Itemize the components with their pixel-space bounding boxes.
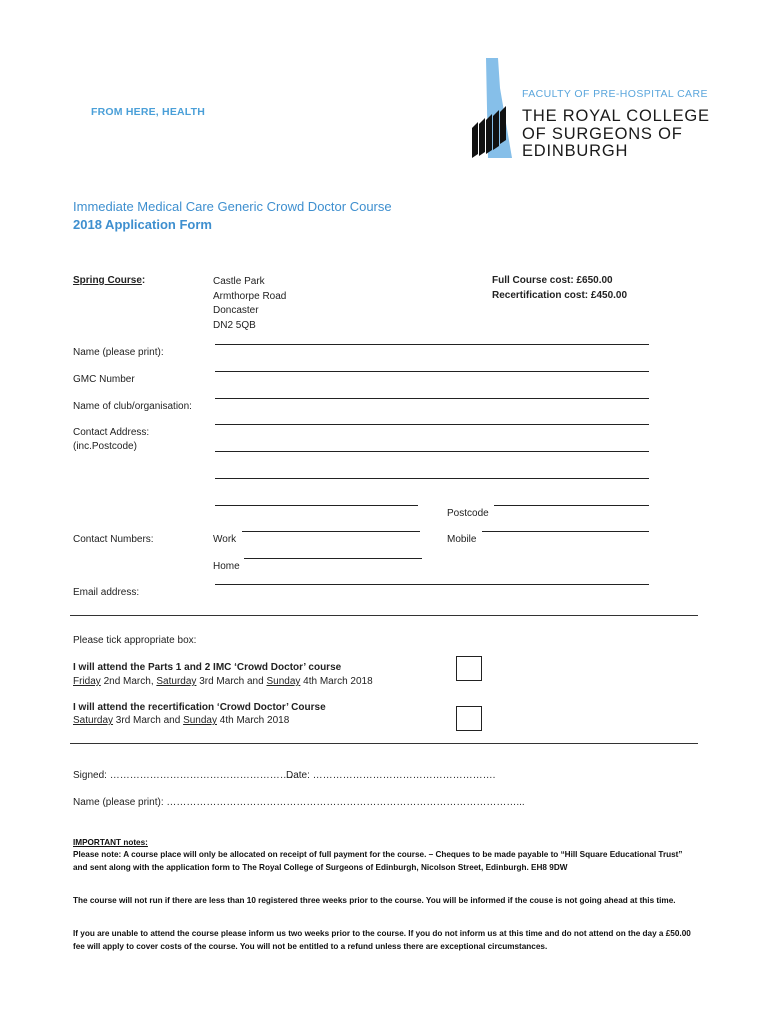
postcode-field[interactable] (494, 505, 649, 506)
tagline: FROM HERE, HEALTH (91, 106, 206, 118)
address-field-1[interactable] (215, 424, 649, 425)
signed-field[interactable]: Signed: ………………………………………………… (73, 770, 300, 781)
home-label: Home (213, 561, 240, 572)
print-name-field[interactable]: Name (please print): ……………………………………………………………………………………………... (73, 797, 525, 808)
work-phone-field[interactable] (242, 531, 420, 532)
gmc-field[interactable] (215, 371, 649, 372)
course-label: Spring Course: (73, 275, 146, 286)
work-label: Work (213, 534, 237, 545)
postcode-label: Postcode (447, 508, 489, 519)
address-line: Castle Park (213, 276, 265, 287)
course-title: Immediate Medical Care Generic Crowd Doctor Course (73, 199, 392, 214)
club-field[interactable] (215, 398, 649, 399)
notes-payment: Please note: A course place will only be allocated on receipt of full payment for the course. – Cheques to be made payable to “Hill Square Educational Trust” and sent along with the application form to The Royal College of Surgeons of Edinburgh, Nicolson Street, Edinburgh. EH8 9DW (73, 850, 683, 872)
notes-minimum: The course will not run if there are less than 10 registered three weeks prior to the course. You will be informed if the couse is not going ahead at this time. (73, 896, 676, 905)
option-2-checkbox[interactable] (456, 706, 482, 731)
name-label: Name (please print): (73, 347, 164, 358)
mobile-label: Mobile (447, 534, 477, 545)
address-field-3[interactable] (215, 478, 649, 479)
club-label: Name of club/organisation: (73, 401, 192, 412)
notes-cancellation: If you are unable to attend the course please inform us two weeks prior to the course. If you do not inform us at this time and do not attend on the day a £50.00 fee will apply to cover costs of the course. You will not be entitled to a refund unless there are exceptional circumstances. (73, 929, 691, 951)
address-line: Doncaster (213, 305, 259, 317)
full-course-cost: Full Course cost: £650.00 (492, 275, 613, 286)
contact-numbers-label: Contact Numbers: (73, 534, 154, 545)
faculty-name: FACULTY OF PRE-HOSPITAL CARE (522, 88, 708, 100)
tick-instruction: Please tick appropriate box: (73, 635, 197, 646)
college-name (522, 108, 710, 161)
mobile-phone-field[interactable] (482, 531, 649, 532)
divider (70, 615, 698, 616)
home-phone-field[interactable] (244, 558, 422, 559)
option-2-dates: Saturday 3rd March and Sunday 4th March 2018 (73, 715, 290, 726)
name-field[interactable] (215, 344, 649, 345)
option-1-checkbox[interactable] (456, 656, 482, 681)
recert-cost: Recertification cost: £450.00 (492, 290, 628, 301)
address-field-2[interactable] (215, 451, 649, 452)
address-sublabel: (inc.Postcode) (73, 441, 137, 452)
email-label: Email address: (73, 587, 140, 598)
address-line: DN2 5QB (213, 319, 256, 331)
date-field[interactable]: Date: ………………………………………………. (286, 770, 496, 781)
email-field[interactable] (215, 584, 649, 585)
college-line-3: EDINBURGH (522, 142, 629, 160)
option-2-title: I will attend the recertification ‘Crowd Doctor’ Course (73, 702, 326, 713)
divider (70, 743, 698, 744)
form-title: 2018 Application Form (73, 217, 212, 232)
college-line-2: OF SURGEONS OF (522, 124, 683, 143)
address-field-4[interactable] (215, 505, 418, 506)
address-label: Contact Address: (73, 427, 150, 438)
college-line-1: THE ROYAL COLLEGE (522, 107, 710, 125)
venue-address (213, 275, 286, 333)
notes-heading: IMPORTANT notes: (73, 838, 148, 847)
gmc-label: GMC Number (73, 374, 135, 385)
option-1-dates: Friday 2nd March, Saturday 3rd March and Sunday 4th March 2018 (73, 676, 373, 687)
college-crest-logo (468, 58, 518, 162)
option-1-title: I will attend the Parts 1 and 2 IMC ‘Crowd Doctor’ course (73, 662, 342, 673)
address-line: Armthorpe Road (213, 290, 287, 302)
